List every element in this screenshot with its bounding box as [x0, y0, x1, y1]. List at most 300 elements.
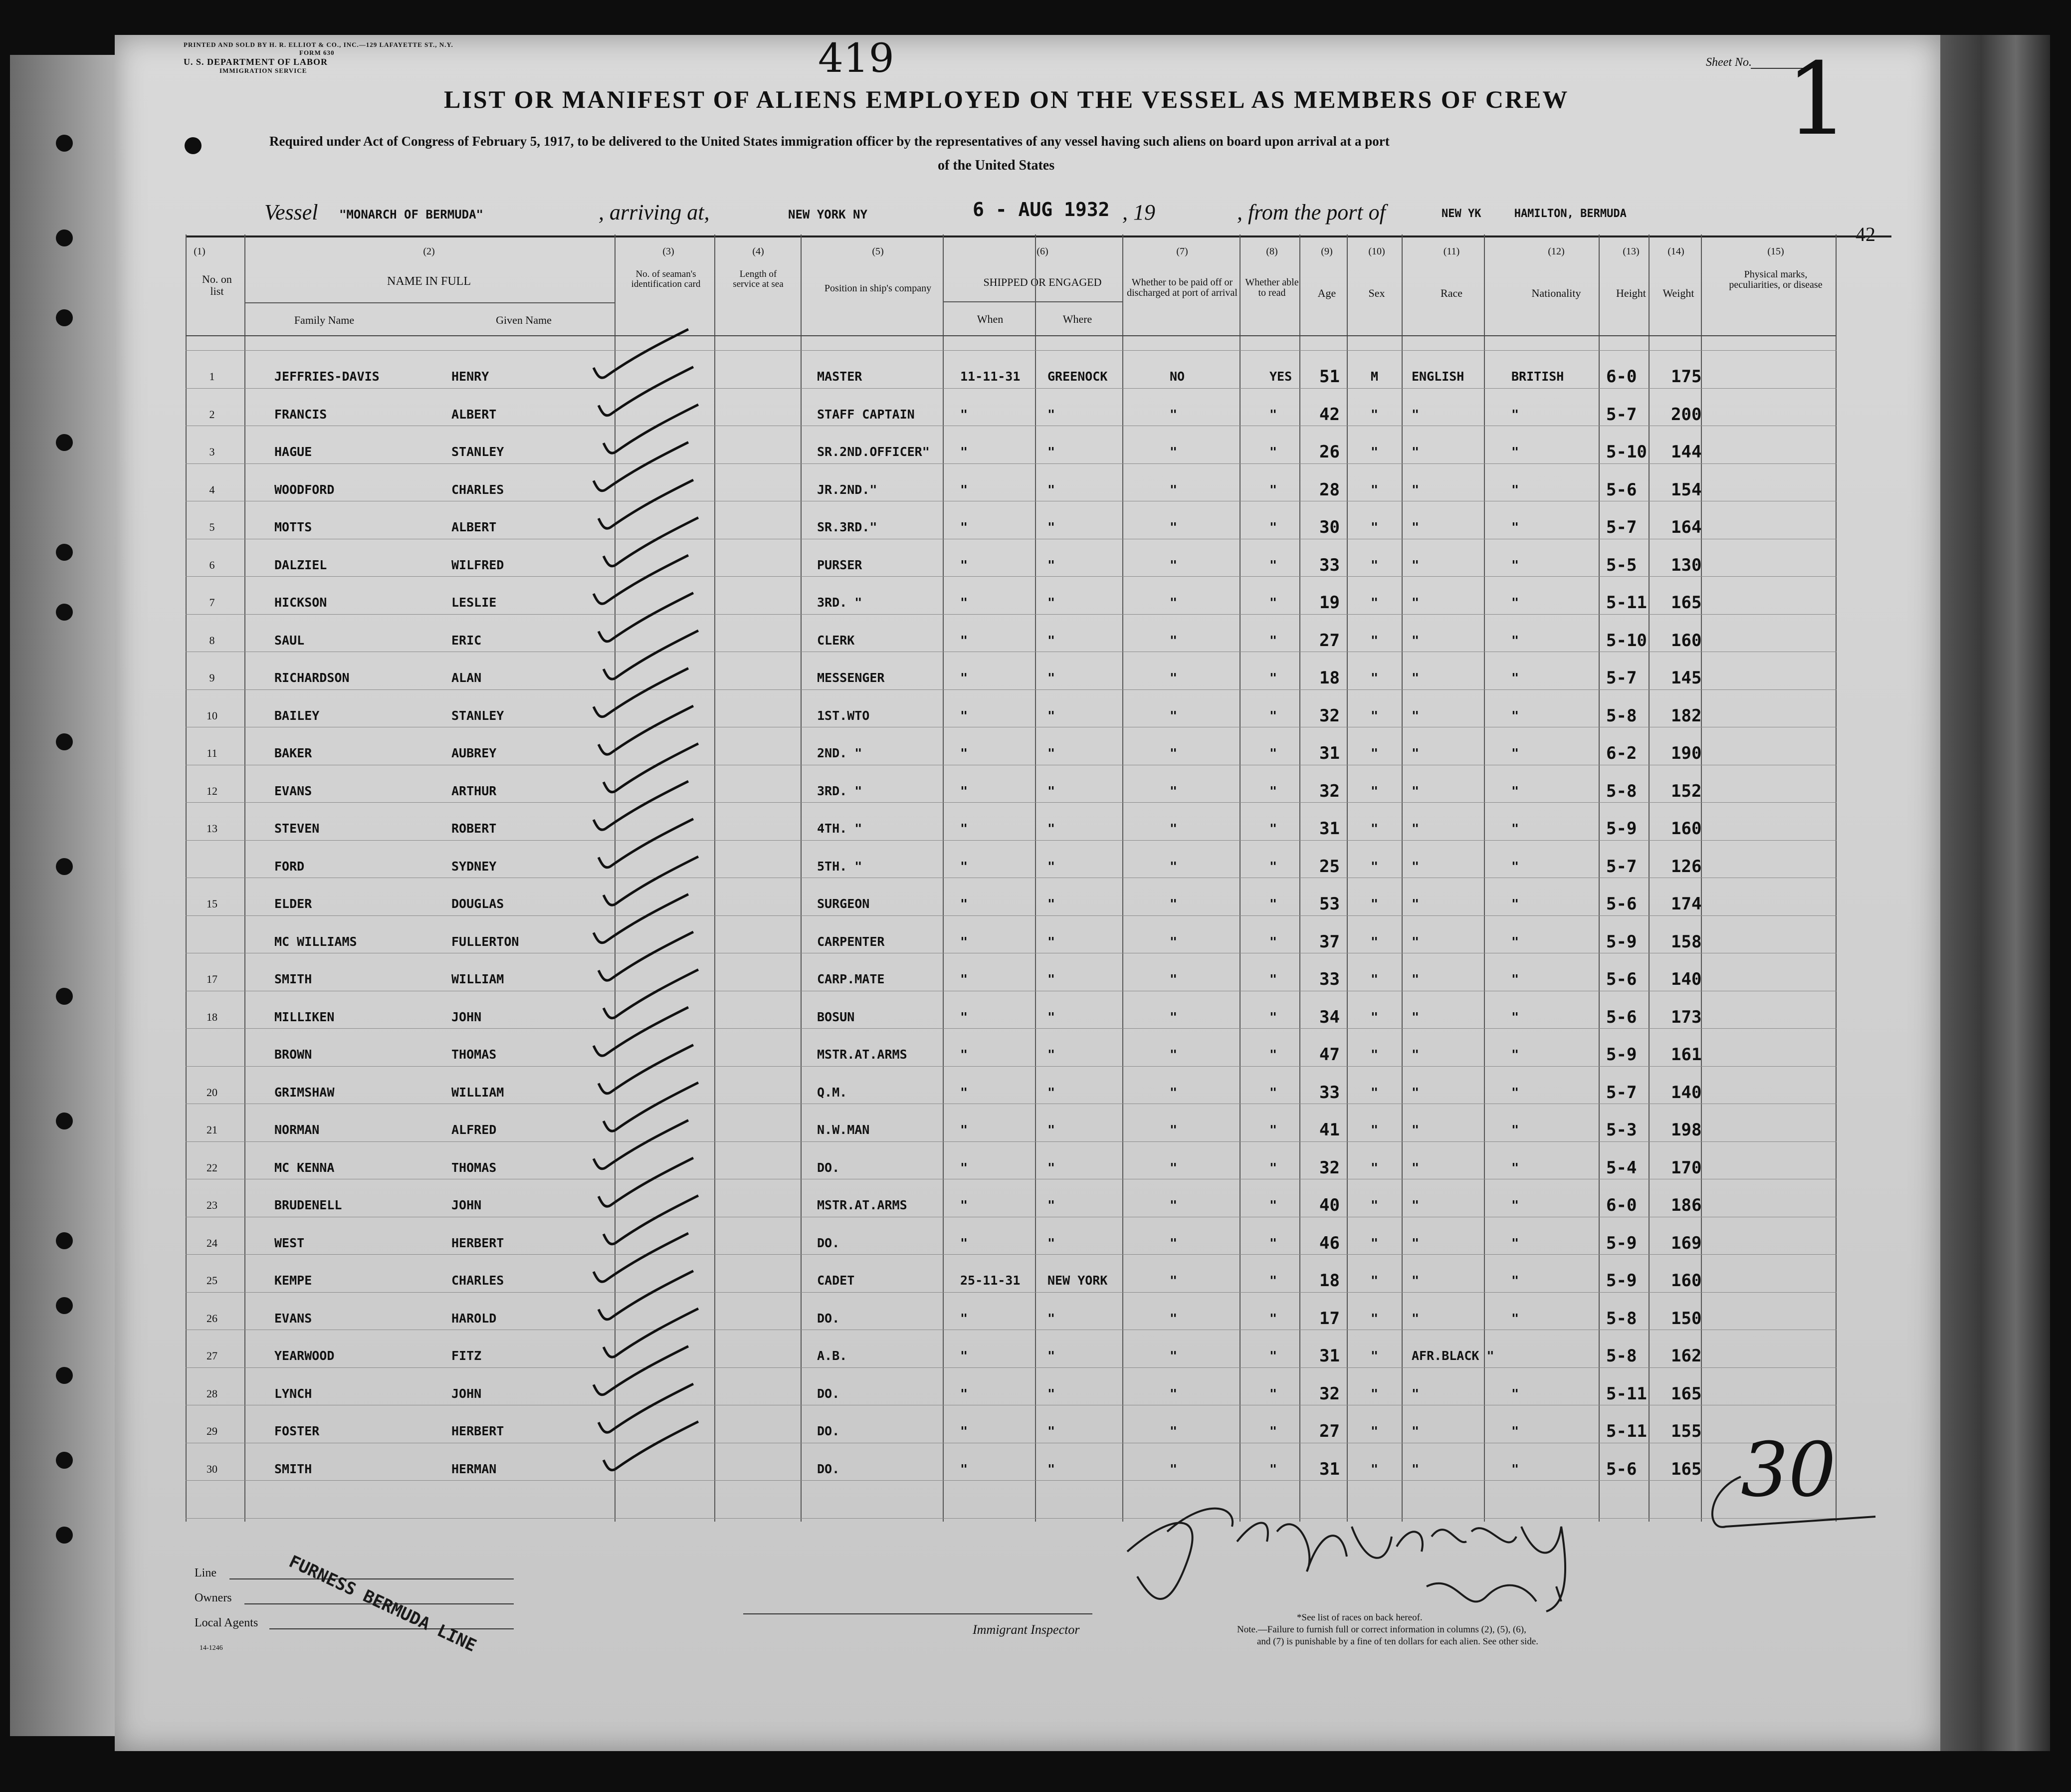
height: 6-0 — [1606, 1195, 1637, 1215]
age: 33 — [1319, 555, 1340, 575]
total-bracket — [1696, 1472, 1885, 1552]
shipped-when: " — [960, 783, 968, 798]
family-name: ELDER — [274, 896, 312, 911]
row-number: 20 — [207, 1086, 217, 1099]
line-label: Line — [195, 1567, 216, 1579]
col6-number: (6) — [1036, 246, 1048, 257]
nationality: " — [1511, 1235, 1519, 1250]
shipped-where: " — [1047, 407, 1055, 422]
company-stamp: FURNESS BERMUDA LINE — [286, 1552, 480, 1656]
height: 5-7 — [1606, 1082, 1637, 1103]
position: 3RD. " — [817, 783, 862, 798]
race: " — [1412, 1386, 1420, 1401]
shipped-where: " — [1047, 1085, 1055, 1100]
race: " — [1412, 1311, 1420, 1326]
shipped-when: " — [960, 821, 968, 836]
family-name: MC WILLIAMS — [274, 934, 357, 949]
col10-label: Sex — [1368, 287, 1385, 299]
family-name: KEMPE — [274, 1273, 312, 1288]
age: 26 — [1319, 442, 1340, 462]
paid-off: " — [1170, 1348, 1178, 1363]
shipped-when: " — [960, 972, 968, 986]
shipped-when: " — [960, 595, 968, 610]
position: DO. — [817, 1461, 840, 1476]
weight: 130 — [1671, 555, 1702, 575]
race: " — [1412, 1235, 1420, 1250]
given-name: HERMAN — [451, 1461, 497, 1476]
row-number: 3 — [209, 446, 215, 458]
shipped-when: " — [960, 1160, 968, 1175]
paid-off: " — [1170, 896, 1178, 911]
height: 5-6 — [1606, 969, 1637, 989]
check-mark — [599, 593, 693, 642]
race: " — [1412, 595, 1420, 610]
given-name: WILLIAM — [451, 972, 504, 986]
sex: " — [1371, 708, 1379, 723]
height: 5-4 — [1606, 1157, 1637, 1178]
nationality: " — [1511, 746, 1519, 760]
position: CADET — [817, 1273, 855, 1288]
sex: " — [1371, 1273, 1379, 1288]
col12-number: (12) — [1548, 246, 1565, 257]
col11-label: Race — [1441, 287, 1462, 299]
shipped-where: " — [1047, 520, 1055, 534]
height: 5-9 — [1606, 931, 1637, 952]
row-number: 4 — [209, 483, 215, 496]
sex: " — [1371, 633, 1379, 648]
paid-off: " — [1170, 1160, 1178, 1175]
nationality: " — [1511, 482, 1519, 497]
able-to-read: " — [1269, 407, 1277, 422]
weight: 170 — [1671, 1157, 1702, 1178]
race: " — [1412, 934, 1420, 949]
shipped-when: " — [960, 671, 968, 685]
weight: 175 — [1671, 367, 1702, 387]
check-mark — [599, 1384, 693, 1432]
sex: " — [1371, 1085, 1379, 1100]
col2-given: Given Name — [496, 314, 552, 326]
nationality: " — [1511, 1424, 1519, 1438]
age: 31 — [1319, 1459, 1340, 1479]
able-to-read: " — [1269, 671, 1277, 685]
row-number: 7 — [209, 596, 215, 609]
shipped-when: " — [960, 482, 968, 497]
note-line1: *See list of races on back hereof. — [1297, 1612, 1423, 1623]
nationality: " — [1511, 1461, 1519, 1476]
col3-number: (3) — [662, 246, 674, 257]
nationality: " — [1511, 972, 1519, 986]
age: 41 — [1319, 1120, 1340, 1140]
shipped-where: " — [1047, 896, 1055, 911]
given-name: ALAN — [451, 671, 482, 685]
weight: 173 — [1671, 1007, 1702, 1027]
paid-off: " — [1170, 407, 1178, 422]
height: 5-6 — [1606, 1007, 1637, 1027]
shipped-when: " — [960, 633, 968, 648]
sex: " — [1371, 1386, 1379, 1401]
sex: " — [1371, 671, 1379, 685]
age: 32 — [1319, 1157, 1340, 1178]
nationality: " — [1511, 859, 1519, 874]
page-mark: 42 — [1856, 223, 1875, 245]
shipped-when: " — [960, 1424, 968, 1438]
paid-off: " — [1170, 520, 1178, 534]
weight: 165 — [1671, 1459, 1702, 1479]
race: " — [1412, 407, 1420, 422]
row-number: 17 — [207, 973, 217, 985]
col2-family: Family Name — [294, 314, 355, 326]
age: 19 — [1319, 593, 1340, 613]
position: MSTR.AT.ARMS — [817, 1198, 907, 1212]
position: SURGEON — [817, 896, 870, 911]
shipped-when: " — [960, 445, 968, 459]
age: 31 — [1319, 1346, 1340, 1366]
row-number: 29 — [207, 1425, 217, 1437]
nationality: " — [1511, 1386, 1519, 1401]
shipped-when: " — [960, 708, 968, 723]
age: 18 — [1319, 668, 1340, 688]
race: " — [1412, 557, 1420, 572]
row-number: 15 — [207, 897, 217, 910]
inspector-underline — [743, 1613, 1092, 1614]
race: " — [1412, 1198, 1420, 1212]
weight: 174 — [1671, 894, 1702, 914]
given-name: JOHN — [451, 1386, 482, 1401]
arrival-date: 6 - AUG 1932 — [973, 199, 1110, 221]
col7-number: (7) — [1176, 246, 1188, 257]
sex: " — [1371, 1424, 1379, 1438]
sex: " — [1371, 1461, 1379, 1476]
col4-label: Length of service at sea — [733, 269, 784, 289]
height: 5-11 — [1606, 593, 1647, 613]
given-name: WILLIAM — [451, 1085, 504, 1100]
race: " — [1412, 746, 1420, 760]
able-to-read: " — [1269, 1122, 1277, 1137]
check-mark — [604, 1309, 698, 1357]
check-mark — [599, 706, 693, 754]
form-number: FORM 630 — [299, 49, 335, 56]
position: BOSUN — [817, 1009, 855, 1024]
sex: " — [1371, 821, 1379, 836]
family-name: FORD — [274, 859, 305, 874]
race: " — [1412, 482, 1420, 497]
subtitle-line1: Required under Act of Congress of February 5, 1917, to be delivered to the United States immigration officer by the representatives of any vessel having such aliens on board upon arrival at a port — [269, 134, 1390, 149]
nationality: " — [1511, 520, 1519, 534]
able-to-read: " — [1269, 708, 1277, 723]
shipped-where: " — [1047, 633, 1055, 648]
shipped-when: " — [960, 859, 968, 874]
col9-label: Age — [1317, 287, 1336, 299]
position: DO. — [817, 1160, 840, 1175]
shipped-when: " — [960, 746, 968, 760]
height: 5-3 — [1606, 1120, 1637, 1140]
position: A.B. — [817, 1348, 847, 1363]
nationality: " — [1511, 1122, 1519, 1137]
able-to-read: " — [1269, 1047, 1277, 1062]
shipped-where: " — [1047, 1424, 1055, 1438]
sex: " — [1371, 1198, 1379, 1212]
height: 5-9 — [1606, 1271, 1637, 1291]
age: 32 — [1319, 1383, 1340, 1404]
shipped-where: " — [1047, 783, 1055, 798]
given-name: THOMAS — [451, 1047, 497, 1062]
row-number: 28 — [207, 1387, 217, 1400]
shipped-where: " — [1047, 1198, 1055, 1212]
given-name: LESLIE — [451, 595, 497, 610]
given-name: HENRY — [451, 369, 489, 384]
subtitle-line2: of the United States — [938, 158, 1055, 173]
family-name: MC KENNA — [274, 1160, 335, 1175]
paid-off: " — [1170, 934, 1178, 949]
race: ENGLISH — [1412, 369, 1464, 384]
position: 5TH. " — [817, 859, 862, 874]
weight: 186 — [1671, 1195, 1702, 1215]
family-name: MILLIKEN — [274, 1009, 335, 1024]
sex: " — [1371, 482, 1379, 497]
family-name: BAKER — [274, 746, 312, 760]
position: 2ND. " — [817, 746, 862, 760]
family-name: BAILEY — [274, 708, 320, 723]
given-name: SYDNEY — [451, 859, 497, 874]
weight: 165 — [1671, 1383, 1702, 1404]
row-number: 30 — [207, 1462, 217, 1475]
form-code: 14-1246 — [200, 1644, 223, 1652]
check-mark — [604, 631, 698, 679]
check-mark — [604, 1083, 698, 1131]
race: " — [1412, 1461, 1420, 1476]
able-to-read: YES — [1269, 369, 1292, 384]
nationality: " — [1511, 708, 1519, 723]
col10-number: (10) — [1368, 246, 1385, 257]
age: 51 — [1319, 367, 1340, 387]
col11-number: (11) — [1443, 246, 1460, 257]
height: 5-10 — [1606, 442, 1647, 462]
age: 25 — [1319, 856, 1340, 877]
age: 40 — [1319, 1195, 1340, 1215]
race: " — [1412, 1085, 1420, 1100]
check-mark — [604, 405, 698, 453]
row-number: 23 — [207, 1199, 217, 1211]
col4-number: (4) — [752, 246, 764, 257]
row-number: 8 — [209, 634, 215, 647]
age: 32 — [1319, 781, 1340, 801]
family-name: GRIMSHAW — [274, 1085, 335, 1100]
age: 32 — [1319, 705, 1340, 726]
col9-number: (9) — [1321, 246, 1333, 257]
check-mark — [604, 970, 698, 1018]
arrival-port: NEW YORK NY — [788, 208, 867, 222]
shipped-where: " — [1047, 1047, 1055, 1062]
race: " — [1412, 821, 1420, 836]
sex: " — [1371, 1235, 1379, 1250]
given-name: FULLERTON — [451, 934, 519, 949]
shipped-where: " — [1047, 1311, 1055, 1326]
height: 5-10 — [1606, 630, 1647, 651]
sex: " — [1371, 934, 1379, 949]
given-name: AUBREY — [451, 746, 497, 760]
shipped-when: " — [960, 1122, 968, 1137]
given-name: HAROLD — [451, 1311, 497, 1326]
nationality: " — [1511, 1160, 1519, 1175]
check-mark — [604, 518, 698, 566]
paid-off: " — [1170, 1047, 1178, 1062]
race: " — [1412, 972, 1420, 986]
height: 5-11 — [1606, 1421, 1647, 1441]
able-to-read: " — [1269, 482, 1277, 497]
weight: 200 — [1671, 404, 1702, 425]
nationality: " — [1511, 1198, 1519, 1212]
family-name: SMITH — [274, 1461, 312, 1476]
nationality: " — [1511, 595, 1519, 610]
row-number: 2 — [209, 408, 215, 421]
age: 18 — [1319, 1271, 1340, 1291]
weight: 145 — [1671, 668, 1702, 688]
shipped-when: " — [960, 896, 968, 911]
nationality: " — [1511, 896, 1519, 911]
paid-off: " — [1170, 1235, 1178, 1250]
height: 5-8 — [1606, 1308, 1637, 1329]
sex: " — [1371, 859, 1379, 874]
row-number: 21 — [207, 1123, 217, 1136]
row-number: 6 — [209, 558, 215, 571]
position: MESSENGER — [817, 671, 885, 685]
col6-where: Where — [1062, 313, 1092, 325]
paid-off: " — [1170, 1009, 1178, 1024]
from-label: , from the port of — [1237, 200, 1386, 224]
able-to-read: " — [1269, 633, 1277, 648]
shipped-where: " — [1047, 972, 1055, 986]
shipped-where: " — [1047, 1009, 1055, 1024]
shipped-where: GREENOCK — [1047, 369, 1108, 384]
check-mark — [594, 329, 688, 378]
given-name: FITZ — [451, 1348, 482, 1363]
given-name: ARTHUR — [451, 783, 497, 798]
position: STAFF CAPTAIN — [817, 407, 915, 422]
weight: 154 — [1671, 479, 1702, 500]
shipped-when: " — [960, 520, 968, 534]
family-name: HICKSON — [274, 595, 327, 610]
race: " — [1412, 1273, 1420, 1288]
weight: 182 — [1671, 705, 1702, 726]
nationality: " — [1511, 1009, 1519, 1024]
service: IMMIGRATION SERVICE — [219, 67, 307, 74]
paid-off: " — [1170, 708, 1178, 723]
given-name: HERBERT — [451, 1424, 504, 1438]
given-name: CHARLES — [451, 1273, 504, 1288]
total-count: 30 — [1741, 1427, 1836, 1514]
family-name: YEARWOOD — [274, 1348, 335, 1363]
age: 34 — [1319, 1007, 1340, 1027]
given-name: CHARLES — [451, 482, 504, 497]
col13-number: (13) — [1623, 246, 1640, 257]
able-to-read: " — [1269, 520, 1277, 534]
family-name: BRUDENELL — [274, 1198, 342, 1212]
weight: 152 — [1671, 781, 1702, 801]
weight: 126 — [1671, 856, 1702, 877]
weight: 160 — [1671, 1271, 1702, 1291]
col3-label: No. of seaman's identification card — [631, 269, 701, 289]
sex: " — [1371, 557, 1379, 572]
age: 30 — [1319, 517, 1340, 537]
height: 5-9 — [1606, 1045, 1637, 1065]
col14-label: Weight — [1662, 287, 1694, 299]
shipped-where: " — [1047, 482, 1055, 497]
row-number: 27 — [207, 1349, 217, 1362]
family-name: LYNCH — [274, 1386, 312, 1401]
check-mark — [604, 744, 698, 792]
col6-when: When — [977, 313, 1004, 325]
sex: " — [1371, 896, 1379, 911]
weight: 162 — [1671, 1346, 1702, 1366]
shipped-where: NEW YORK — [1047, 1273, 1108, 1288]
row-number: 26 — [207, 1312, 217, 1325]
able-to-read: " — [1269, 821, 1277, 836]
note-line2: Note.—Failure to furnish full or correct information in columns (2), (5), (6), — [1237, 1624, 1526, 1635]
height: 5-11 — [1606, 1383, 1647, 1404]
able-to-read: " — [1269, 1235, 1277, 1250]
given-name: ALBERT — [451, 520, 497, 534]
shipped-when: 25-11-31 — [960, 1273, 1021, 1288]
row-number: 1 — [209, 370, 215, 383]
nationality: " — [1511, 407, 1519, 422]
height: 6-0 — [1606, 367, 1637, 387]
shipped-where: " — [1047, 1122, 1055, 1137]
position: 4TH. " — [817, 821, 862, 836]
sex: " — [1371, 746, 1379, 760]
shipped-when: " — [960, 1085, 968, 1100]
given-name: ROBERT — [451, 821, 497, 836]
sex: " — [1371, 1348, 1379, 1363]
given-name: JOHN — [451, 1009, 482, 1024]
able-to-read: " — [1269, 1009, 1277, 1024]
departure-port: NEW YK HAMILTON, BERMUDA — [1442, 208, 1627, 220]
sex: " — [1371, 1160, 1379, 1175]
check-mark — [599, 367, 693, 416]
nationality: " — [1511, 783, 1519, 798]
handwritten-number: 419 — [818, 35, 894, 81]
nationality: " — [1511, 1085, 1519, 1100]
arriving-label: , arriving at, — [599, 200, 710, 224]
paid-off: " — [1170, 482, 1178, 497]
paid-off: " — [1170, 972, 1178, 986]
able-to-read: " — [1269, 859, 1277, 874]
family-name: EVANS — [274, 1311, 312, 1326]
height: 5-8 — [1606, 1346, 1637, 1366]
age: 53 — [1319, 894, 1340, 914]
shipped-where: " — [1047, 821, 1055, 836]
check-mark — [604, 857, 698, 905]
position: JR.2ND." — [817, 482, 877, 497]
nationality: " — [1511, 557, 1519, 572]
paid-off: " — [1170, 859, 1178, 874]
height: 5-8 — [1606, 781, 1637, 801]
paid-off: " — [1170, 746, 1178, 760]
nationality: " — [1511, 1311, 1519, 1326]
shipped-when: " — [960, 1311, 968, 1326]
family-name: JEFFRIES-DAVIS — [274, 369, 380, 384]
row-number: 13 — [207, 822, 217, 835]
shipped-where: " — [1047, 859, 1055, 874]
able-to-read: " — [1269, 1424, 1277, 1438]
paid-off: " — [1170, 1085, 1178, 1100]
able-to-read: " — [1269, 1160, 1277, 1175]
shipped-when: " — [960, 1461, 968, 1476]
able-to-read: " — [1269, 896, 1277, 911]
position: DO. — [817, 1424, 840, 1438]
sheet-label: Sheet No. — [1706, 56, 1752, 69]
able-to-read: " — [1269, 934, 1277, 949]
weight: 164 — [1671, 517, 1702, 537]
